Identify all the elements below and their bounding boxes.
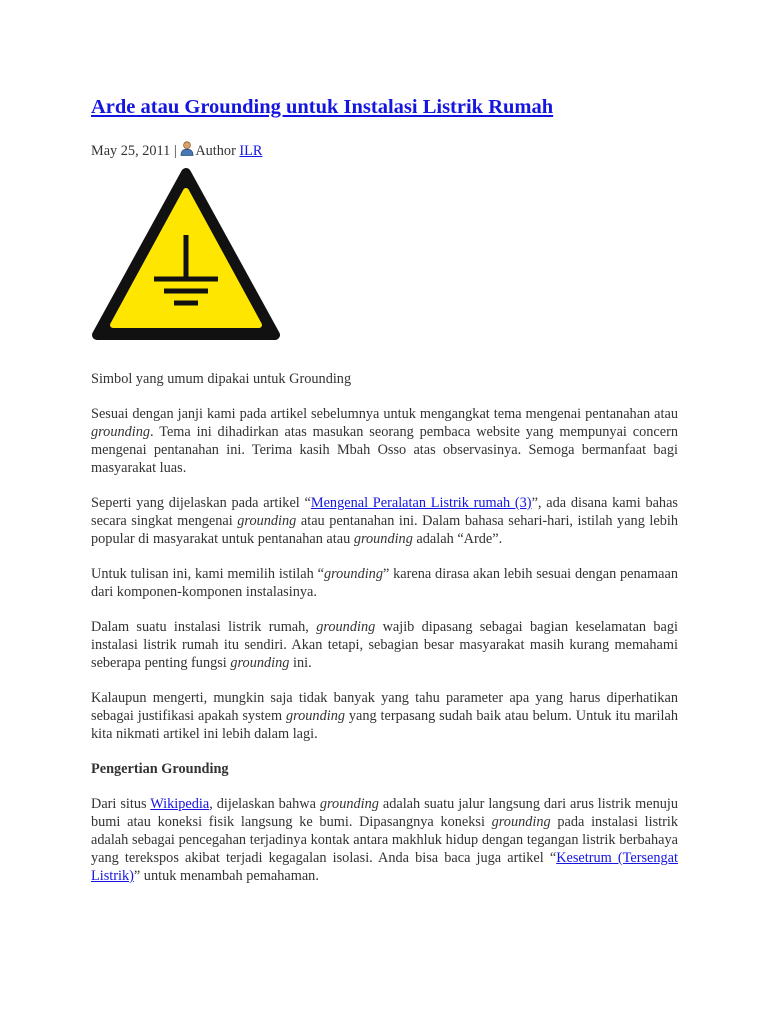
text: yang terpasang sudah baik atau belum. Untuk itu marilah kita nikmati artikel ini lebih dalam lagi. <box>91 708 678 742</box>
text: Seperti yang dijelaskan pada artikel “ <box>91 495 311 511</box>
emphasis: grounding <box>230 655 290 671</box>
text: , dijelaskan bahwa <box>209 796 320 812</box>
text: Dalam suatu instalasi listrik rumah, <box>91 619 317 635</box>
emphasis: grounding <box>237 513 297 529</box>
paragraph-6 <box>91 795 678 885</box>
paragraph-1 <box>91 405 678 477</box>
post-date: May 25, 2011 <box>91 143 171 159</box>
author-link[interactable]: ILR <box>239 143 263 159</box>
paragraph-4 <box>91 618 678 672</box>
emphasis: grounding <box>319 796 379 812</box>
meta-separator: | <box>173 143 177 159</box>
text: ” untuk menambah pemahaman. <box>133 868 319 884</box>
section-heading: Pengertian Grounding <box>91 761 229 777</box>
emphasis: grounding <box>91 424 151 440</box>
text: . Tema ini dihadirkan atas masukan seorang pembaca website yang mempunyai concern mengenai pentanahan ini. Terima kasih Mbah Osso atas observasinya. Semoga bermanfaat bagi masyarakat luas. <box>91 424 678 476</box>
paragraph-5 <box>91 689 678 743</box>
wikipedia-link[interactable]: Wikipedia <box>150 796 210 812</box>
post-meta <box>91 141 262 161</box>
text: Dari situs <box>91 796 151 812</box>
figure-caption: Simbol yang umum dipakai untuk Grounding <box>91 371 352 387</box>
article-title-link[interactable]: Arde atau Grounding untuk Instalasi Listrik Rumah <box>91 96 554 118</box>
emphasis: grounding <box>491 814 551 830</box>
text: adalah suatu jalur langsung dari arus listrik menuju bumi atau koneksi fisik langsung ke bumi. Dipasangnya koneksi <box>91 796 678 830</box>
text: Sesuai dengan janji kami pada artikel sebelumnya untuk mengangkat tema mengenai pentanahan atau <box>91 406 678 422</box>
text: Untuk tulisan ini, kami memilih istilah “ <box>91 566 324 582</box>
related-article-link[interactable]: Kesetrum (Tersengat Listrik) <box>91 850 678 884</box>
text: wajib dipasang sebagai bagian keselamatan bagi instalasi listrik rumah itu sendiri. Akan tetapi, sebagian besar masyarakat masih kurang memahami seberapa penting fungsi <box>91 619 678 671</box>
article-title <box>91 94 553 120</box>
grounding-warning-sign-icon <box>91 167 281 343</box>
related-article-link[interactable]: Mengenal Peralatan Listrik rumah (3) <box>310 495 532 511</box>
text: ” karena dirasa akan lebih sesuai dengan penamaan dari komponen-komponen instalasinya. <box>91 566 678 600</box>
article-body <box>91 370 678 902</box>
author-label: Author <box>195 143 236 159</box>
text: Kalaupun mengerti, mungkin saja tidak banyak yang tahu parameter apa yang harus diperhatikan sebagai justifikasi apakah system <box>91 690 678 724</box>
text: ”, ada disana kami bahas secara singkat mengenai <box>91 495 678 529</box>
paragraph-3 <box>91 565 678 601</box>
emphasis: grounding <box>285 708 345 724</box>
user-icon <box>180 141 194 156</box>
text: adalah “Arde”. <box>412 531 503 547</box>
text: ini. <box>289 655 312 671</box>
text: pada instalasi listrik adalah sebagai pencegahan terjadinya kontak antara makhluk hidup dengan tegangan listrik berbahaya yang terekspos akibat terjadi kegagalan isolasi. Anda bisa baca juga artikel “ <box>91 814 678 866</box>
emphasis: grounding <box>353 531 413 547</box>
text: atau pentanahan ini. Dalam bahasa sehari-hari, istilah yang lebih popular di masyarakat untuk pentanahan atau <box>91 513 678 547</box>
paragraph-2 <box>91 494 678 548</box>
emphasis: grounding <box>323 566 383 582</box>
emphasis: grounding <box>316 619 376 635</box>
